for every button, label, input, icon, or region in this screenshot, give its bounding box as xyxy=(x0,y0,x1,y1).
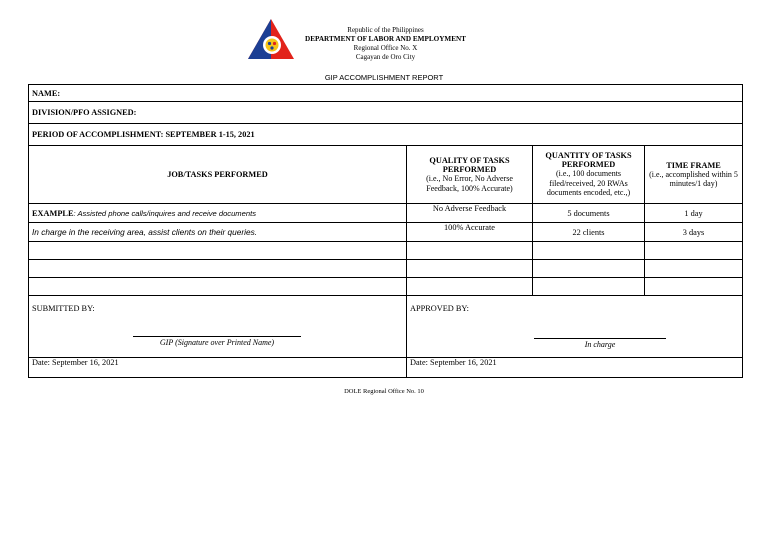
table-row xyxy=(29,260,743,278)
submitted-signature-caption: GIP (Signature over Printed Name) xyxy=(159,338,275,347)
time-cell[interactable] xyxy=(645,242,743,260)
example-quality-cell[interactable]: No Adverse Feedback xyxy=(407,204,533,223)
accomplishment-form xyxy=(28,84,743,378)
table-row xyxy=(29,223,743,242)
quality-cell[interactable]: 100% Accurate xyxy=(407,223,533,242)
approved-signature-line[interactable] xyxy=(534,338,666,339)
column-header-quantity xyxy=(533,146,645,204)
city-line: Cagayan de Oro City xyxy=(355,53,416,61)
quantity-cell[interactable] xyxy=(533,242,645,260)
period-field xyxy=(29,124,743,146)
time-cell[interactable]: 3 days xyxy=(645,223,743,242)
table-row xyxy=(29,242,743,260)
task-cell[interactable] xyxy=(29,260,407,278)
column-header-job-label: JOB/TASKS PERFORMED xyxy=(167,170,268,179)
department-line: DEPARTMENT OF LABOR AND EMPLOYMENT xyxy=(305,35,466,43)
submitted-signature-line[interactable] xyxy=(133,336,301,337)
approved-by-block xyxy=(407,296,743,358)
column-header-quality-sub: (i.e., No Error, No Adverse Feedback, 100% Accurate) xyxy=(426,174,513,193)
quantity-cell[interactable]: 22 clients xyxy=(533,223,645,242)
time-cell[interactable] xyxy=(645,278,743,296)
example-prefix: EXAMPLE xyxy=(32,208,74,218)
period-label: PERIOD OF ACCOMPLISHMENT: SEPTEMBER 1-15, 2021 xyxy=(32,130,255,139)
quantity-cell[interactable] xyxy=(533,278,645,296)
approved-sign-area xyxy=(407,296,742,352)
quality-cell[interactable] xyxy=(407,260,533,278)
table-row xyxy=(29,278,743,296)
regional-office-line: Regional Office No. X xyxy=(353,44,418,52)
letterhead-text xyxy=(298,26,473,62)
report-title: GIP ACCOMPLISHMENT REPORT xyxy=(324,73,444,82)
column-header-time-sub: (i.e., accomplished within 5 minutes/1 day) xyxy=(649,169,738,188)
column-header-quantity-sub: (i.e., 100 documents filed/received, 20 RWAs documents encoded, etc.,) xyxy=(546,169,631,198)
example-time-cell[interactable]: 1 day xyxy=(645,204,743,223)
table-row xyxy=(29,204,743,223)
column-header-quantity-title: QUANTITY OF TASKS PERFORMED xyxy=(545,151,632,170)
task-cell[interactable]: In charge in the receiving area, assist clients on their queries. xyxy=(29,223,407,242)
page-footer: DOLE Regional Office No. 10 xyxy=(344,388,424,395)
quantity-cell[interactable] xyxy=(533,260,645,278)
example-task-cell[interactable] xyxy=(29,204,407,223)
submitted-by-block xyxy=(29,296,407,358)
name-label: NAME: xyxy=(32,88,61,98)
example-quantity-cell[interactable]: 5 documents xyxy=(533,204,645,223)
submitted-by-label: SUBMITTED BY: xyxy=(32,304,95,313)
task-cell[interactable] xyxy=(29,278,407,296)
column-header-time-title: TIME FRAME xyxy=(666,160,721,170)
example-task-text: : Assisted phone calls/inquires and receive documents xyxy=(73,208,256,218)
column-header-quality xyxy=(407,146,533,204)
submitted-sign-area xyxy=(29,296,406,352)
quality-cell[interactable] xyxy=(407,242,533,260)
submitted-date[interactable]: Date: September 16, 2021 xyxy=(29,358,407,378)
letterhead xyxy=(0,18,768,64)
column-header-time xyxy=(645,146,743,204)
approved-signature-caption: In charge xyxy=(584,340,616,349)
division-label: DIVISION/PFO ASSIGNED: xyxy=(32,108,137,117)
dole-seal-logo xyxy=(247,18,295,60)
quality-cell[interactable] xyxy=(407,278,533,296)
column-header-job xyxy=(29,146,407,204)
approved-by-label: APPROVED BY: xyxy=(410,304,469,313)
division-field[interactable] xyxy=(29,102,743,124)
column-header-quality-title: QUALITY OF TASKS PERFORMED xyxy=(429,156,510,174)
time-cell[interactable] xyxy=(645,260,743,278)
name-field[interactable] xyxy=(29,85,743,102)
approved-date[interactable]: Date: September 16, 2021 xyxy=(407,358,743,378)
task-cell[interactable] xyxy=(29,242,407,260)
republic-line: Republic of the Philippines xyxy=(347,26,424,34)
